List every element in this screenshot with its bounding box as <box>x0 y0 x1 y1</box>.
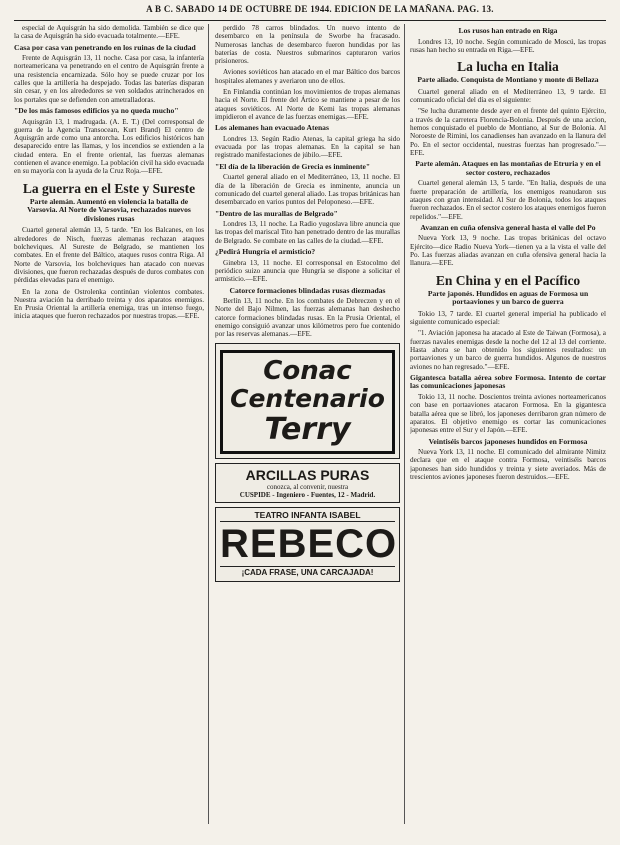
article-paragraph: Tokio 13, 11 noche. Doscientos treinta aviones norteamericanos con base en portaaviones atacaron Formosa. En la gigantesca batalla aérea que se libró, los japoneses derribaron gran número de aparatos. El objetivo enemigo es cortar las comunicaciones japonesas entre el Sur y el Japón.—EFE. <box>410 393 606 435</box>
article-paragraph: En la zona de Ostrolenka continúan violentos combates. Nuestra aviación ha derribado treinta y dos aparatos enemigos. En Prusia Oriental la artillería enemiga, tras un intenso fuego, inicia ataques que fueron rechazados por nuestras tropas.—EFE. <box>14 287 204 321</box>
ad-brand-line: Conac <box>263 355 352 386</box>
column-divider <box>208 24 209 824</box>
article-paragraph: perdido 78 carros blindados. Un nuevo intento de desembarco en la península de Sworbe ha fracasado. Numerosas lanchas de desembarco fueron hundidas por las baterías de costa. Nuestros submarinos capturaron varios prisioneros. <box>215 24 400 66</box>
headline: Veintiséis barcos japoneses hundidos en Formosa <box>428 436 588 446</box>
section-headline: En China y en el Pacífico <box>435 272 581 288</box>
article-paragraph: Frente de Aquisgrán 13, 11 noche. Casa por casa, la infantería norteamericana va penetrando en el centro de Aquisgrán frente a una resistencia encarnizada. Sólo hoy se puede cruzar por los calles que la artillería ha despejado. Todas las baterías disparan sin cesar, y en los alrededores se ven soldados atrincherados en los portales que se defienden con ametralladoras. <box>14 54 204 104</box>
article-paragraph: Cuartel general aliado en el Mediterráneo, 13, 11 noche. El día de la liberación de Grecia es inminente, anuncia un comunicado del cuartel general aliado. Las tropas británicas han desembarcado en varios puntos del Peloponeso.—EFE. <box>215 173 400 207</box>
ad-teatro-rebeco <box>215 507 400 583</box>
headline: Catorce formaciones blindadas rusas diezmadas <box>229 285 386 295</box>
headline: Avanzan en cuña ofensiva general hasta el valle del Po <box>420 222 596 232</box>
article-paragraph: Aquisgrán 13, 1 madrugada. (A. E. T.) (Del corresponsal de guerra de la Agencia Transocean, Kurt Brand) El centro de Aquisgrán arde como una antorcha. Los edificios históricos han desaparecido entre las llamas, y los incendios se extienden a la ciudad entera. En el frente oriental, las fuerzas alemanas contienen el avance enemigo. La población civil ha sido evacuada en su mayoría con la ayuda de la Cruz Roja.—EFE. <box>14 117 204 176</box>
article-paragraph: "Se lucha duramente desde ayer en el frente del quinto Ejército, a través de la carretera Florencia-Bolonia. Después de una accion, hemos conquistado el pueblo de Montiano, al Sur de Bolonia. Al Noroeste de Rimini, los canadienses han avanzado en la llanura del Po. En el sector occidental, nuestras fuerzas han progresado."—EFE. <box>410 107 606 157</box>
headline: Parte alemán. Ataques en las montañas de Etruria y en el sector costero, rechazados <box>415 159 601 177</box>
ad-brand-line: Centenario <box>230 383 385 413</box>
article-paragraph: Berlín 13, 11 noche. En los combates de Debreczen y en el Norte del Bajo Nilmen, las fuerzas alemanas han deshecho catorce formaciones blindadas rusas. En la Prusia Oriental, el enemigo consiguió avanzar unos kilómetros pero fue contenido por las reservas alemanas.—EFE. <box>215 297 400 339</box>
page-header: A B C. SABADO 14 DE OCTUBRE DE 1944. EDICION DE LA MAÑANA. PAG. 13. <box>146 4 494 14</box>
ad-brand-line: Terry <box>264 411 351 447</box>
section-subheadline: Parte aliado. Conquista de Montiano y monte di Bellaza <box>417 75 599 85</box>
ad-conac-centenario-terry <box>215 343 400 459</box>
headline: Gigantesca batalla aérea sobre Formosa. Intento de cortar las comunicaciones japonesas <box>410 372 606 391</box>
column-middle <box>215 24 400 832</box>
headline: Los rusos han entrado en Riga <box>458 26 558 35</box>
article-paragraph: Nueva York 13, 11 noche. El comunicado del almirante Nimitz declara que en el ataque contra Formosa, veintiséis barcos japoneses han sido hundidos y treinta y siete averiados. Más de trescientos aviones japoneses fueron destruidos.—EFE. <box>410 448 606 482</box>
article-paragraph: especial de Aquisgrán ha sido demolida. También se dice que la casa de Aquisgrán ha sido evacuada totalmente.—EFE. <box>14 24 204 41</box>
section-subheadline: Parte japonés. Hundidos en aguas de Formosa un portaaviones y un barco de guerra <box>427 288 589 307</box>
article-paragraph: Cuartel general alemán 13, 5 tarde. "En los Balcanes, en los alrededores de Nisch, fuerzas alemanas rechazan ataques bolcheviques. Al Sureste de Belgrado, se mantienen los combates. En el frente del Báltico, ataques rusos contra Riga. Al Norte de Varsovia, los bolcheviques han atacado con nuevas divisiones, que fueron rechazadas después de duros combates con pérdidas elevadas para el enemigo. <box>14 226 204 285</box>
ad-text: CUSPIDE - Ingeniero - Fuentes, 12 - Madrid. <box>239 490 376 499</box>
section-headline: La guerra en el Este y Sureste <box>22 180 196 196</box>
header-rule <box>14 20 606 21</box>
article-paragraph: En Finlandia continúan los movimientos de tropas alemanas hacia el Norte. El frente del Ártico se mantiene a pesar de los ataques soviéticos. Al Norte de Kemi las tropas alemanas impidieron el avance de las fuerzas enemigas.—EFE. <box>215 88 400 121</box>
article-paragraph: Londres 13. Según Radio Atenas, la capital griega ha sido evacuada por las tropas alemanas. En la capital se han registrado manifestaciones de júbilo.—EFE. <box>215 134 400 160</box>
ad-text: conozca, al convenir, nuestra <box>266 482 349 491</box>
article-paragraph: Londres 13, 10 noche. Según comunicado de Moscú, las tropas rusas han hecho su entrada en Riga.—EFE. <box>410 37 606 54</box>
column-left <box>14 24 204 832</box>
section-headline: La lucha en Italia <box>457 59 559 75</box>
ad-logo-frame <box>220 350 395 454</box>
headline: "De los más famosos edificios ya no queda mucho" <box>14 105 179 115</box>
ad-title: ARCILLAS PURAS <box>245 466 370 483</box>
ad-title: TEATRO INFANTA ISABEL <box>220 511 395 522</box>
ad-arcillas-puras <box>215 463 400 503</box>
article-paragraph: Cuartel general alemán 13, 5 tarde. "En Italia, después de una fuerte preparación de artillería, los enemigos reanudaron sus ataques con gran intensidad. Al Sur de Bolonia, todos los ataques fueron rechazados. En el sector costero los ataques enemigos fueron repelidos."—EFE. <box>410 179 606 221</box>
article-paragraph: Aviones soviéticos han atacado en el mar Báltico dos barcos hospitales alemanes y averiaron uno de ellos. <box>215 68 400 85</box>
article-paragraph: Tokio 13, 7 tarde. El cuartel general imperial ha publicado el siguiente comunicado especial: <box>410 309 606 327</box>
headline: Casa por casa van penetrando en los ruinas de la ciudad <box>14 42 196 52</box>
headline: "Dentro de las murallas de Belgrado" <box>215 208 338 218</box>
headline: Los alemanes han evacuado Atenas <box>215 123 329 133</box>
article-paragraph: Ginebra 13, 11 noche. El corresponsal en Estocolmo del periódico suizo anuncia que Hungría se dispone a solicitar el armisticio.—EFE. <box>215 258 400 284</box>
headline: ¿Pedirá Hungría el armisticio? <box>215 247 316 257</box>
ad-tagline: ¡CADA FRASE, UNA CARCAJADA! <box>220 566 395 577</box>
article-paragraph: Londres 13, 11 noche. La Radio yugoslava libre anuncia que las tropas del mariscal Tito han penetrado dentro de las murallas de Belgrado. Se combate en las calles de la ciudad.—EFE. <box>215 220 400 245</box>
article-paragraph: Cuartel general aliado en el Mediterráneo 13, 9 tarde. El comunicado oficial del día es el siguiente: <box>410 87 606 105</box>
column-divider <box>404 24 405 824</box>
section-subheadline: Parte alemán. Aumentó en violencia la batalla de Varsovia. Al Norte de Varsovia, rechazados nuevos divisiones rusas <box>27 196 191 223</box>
article-paragraph: Nueva York 13, 9 noche. Las tropas británicas del octavo Ejército—dice Radio Nueva York—tienen ya a la vista el valle del Po. Las fuerzas aliadas avanzan en cuña ofensiva general hacia la llanura.—EFE. <box>410 234 606 268</box>
headline: "El día de la liberación de Grecia es inminente" <box>215 161 371 171</box>
column-right <box>410 24 606 832</box>
article-paragraph: "1. Aviación japonesa ha atacado al Este de Taiwan (Formosa), a fuerzas navales enemigas desde la noche del 12 al 13 del corriente. Hasta ahora se han obtenido los siguientes resultados: un portaaviones y un barco de guerra hundidos. Algunos de nuestros aviones no han regresado."—EFE. <box>410 329 606 371</box>
ad-play-title: REBECO <box>220 521 398 566</box>
